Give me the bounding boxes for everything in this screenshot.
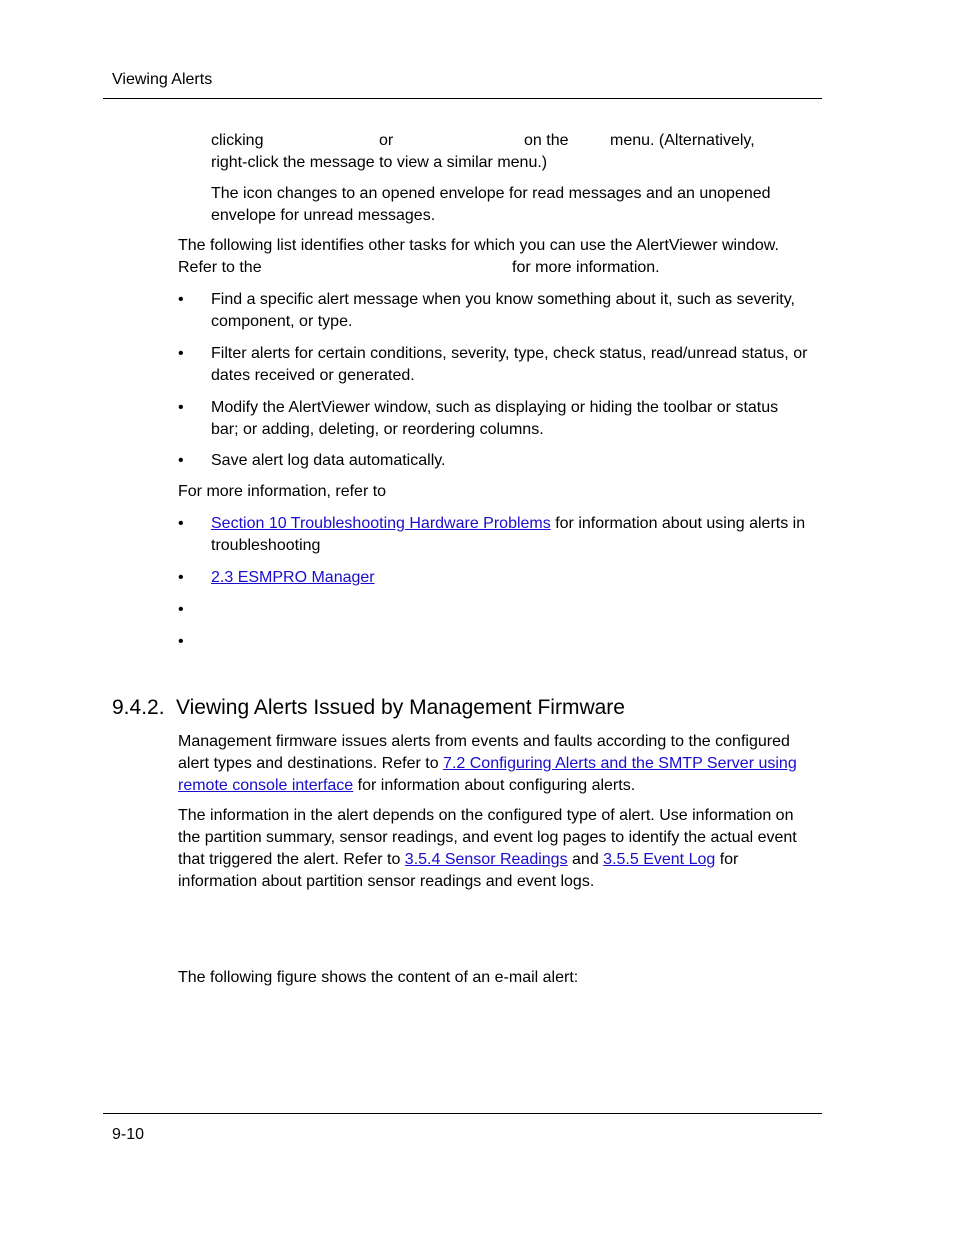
intro-fragment-clicking: clicking — [211, 132, 264, 149]
paragraph-figure-intro: The following figure shows the content of an e-mail alert: — [178, 969, 579, 986]
intro-fragment-on-the: on the — [524, 132, 569, 149]
bullet: • — [178, 633, 184, 650]
bullet: • — [178, 291, 184, 308]
link-section-10-troubleshooting[interactable]: Section 10 Troubleshooting Hardware Problems — [211, 515, 551, 532]
link-esmpro-manager[interactable]: 2.3 ESMPRO Manager — [211, 569, 375, 586]
page-number: 9-10 — [112, 1126, 145, 1143]
link-event-log[interactable]: 3.5.5 Event Log — [603, 851, 716, 868]
paragraph-alert-sources — [178, 731, 818, 797]
paragraph-text: for information about configuring alerts. — [353, 777, 636, 794]
section-number: 9.4.2. — [112, 696, 165, 719]
bullet: • — [178, 569, 184, 586]
bullet: • — [178, 601, 184, 618]
reference-item-text: for information about using alerts in troubleshooting — [211, 515, 806, 554]
task-item: Filter alerts for certain conditions, severity, type, check status, read/unread status, or dates received or generated. — [211, 345, 808, 384]
tasks-intro-refer: Refer to the — [178, 259, 262, 276]
reference-item — [211, 513, 816, 557]
tasks-intro-more: for more information. — [512, 259, 660, 276]
paragraph-text: Management firmware issues alerts from events and faults according to the configured alert types and destinations. Refer to — [178, 733, 790, 772]
bullet: • — [178, 515, 184, 532]
bullet: • — [178, 345, 184, 362]
intro-fragment-menu: menu. (Alternatively, — [610, 132, 755, 149]
paragraph-text: and — [567, 851, 604, 868]
reference-item — [211, 567, 821, 589]
intro-fragment-or: or — [379, 132, 394, 149]
more-info-text: For more information, refer to — [178, 483, 387, 500]
icon-note: The icon changes to an opened envelope for read messages and an unopened envelope for unread messages. — [211, 185, 771, 224]
task-item: Find a specific alert message when you know something about it, such as severity, component, or type. — [211, 291, 795, 330]
intro-line2: right-click the message to view a similar menu.) — [211, 154, 548, 171]
bullet: • — [178, 452, 184, 469]
footer-rule — [103, 1113, 822, 1114]
bullet: • — [178, 399, 184, 416]
link-sensor-readings[interactable]: 3.5.4 Sensor Readings — [404, 851, 568, 868]
tasks-intro-line1: The following list identifies other tasks for which you can use the AlertViewer window. — [178, 237, 779, 254]
paragraph-alert-info — [178, 805, 818, 893]
task-item: Save alert log data automatically. — [211, 452, 446, 469]
running-header: Viewing Alerts — [112, 71, 213, 88]
header-rule — [103, 98, 822, 99]
task-item: Modify the AlertViewer window, such as displaying or hiding the toolbar or status bar; or adding, deleting, or reordering columns. — [211, 399, 779, 438]
paragraph-text: The information in the alert depends on the configured type of alert. Use information on the partition summary, sensor readings, and event log pages to identify the actual event that triggered the alert. Refer to — [178, 807, 797, 868]
section-title: Viewing Alerts Issued by Management Firmware — [176, 696, 625, 719]
section-heading — [112, 695, 625, 721]
paragraph-text: for information about partition sensor readings and event logs. — [178, 851, 739, 890]
link-configuring-alerts-smtp[interactable]: 7.2 Configuring Alerts and the SMTP Server using remote console interface — [178, 755, 797, 794]
